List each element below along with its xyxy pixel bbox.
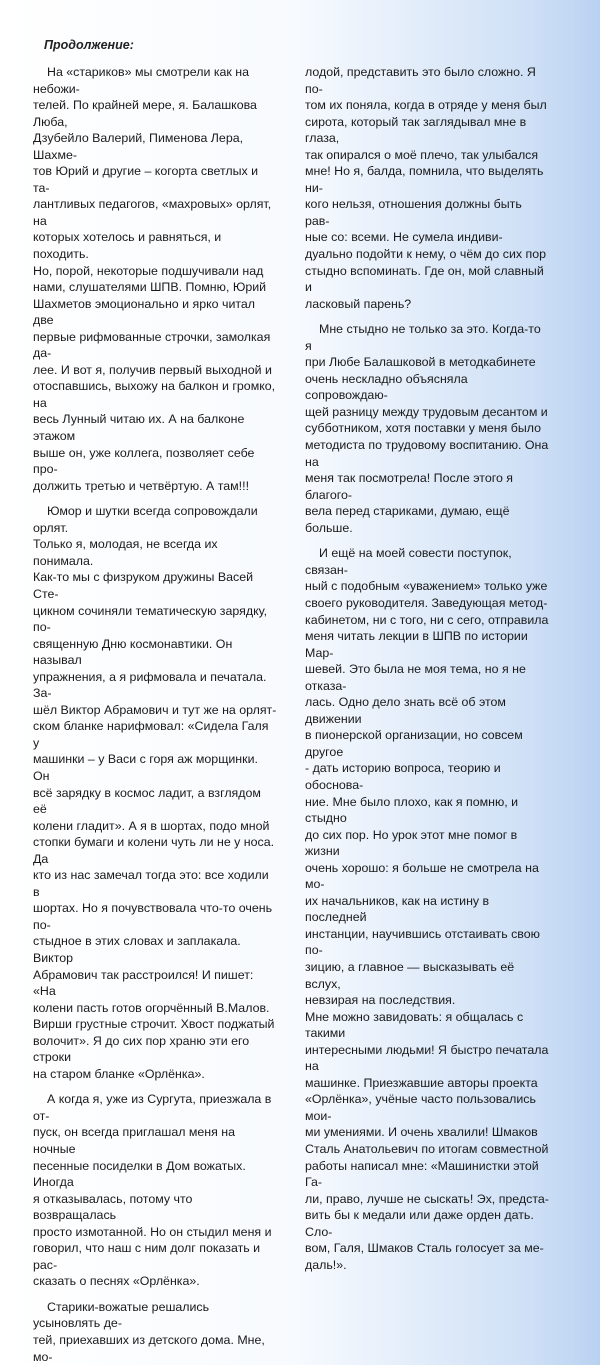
text-line: Юмор и шутки всегда сопровождали орлят. bbox=[33, 504, 258, 535]
text-line: машинке. Приезжавшие авторы проекта bbox=[305, 1075, 538, 1090]
text-line: вом, Галя, Шмаков Сталь голосует за ме- bbox=[305, 1241, 544, 1256]
text-line: шортах. Но я почувствовала что-то очень по- bbox=[33, 901, 273, 932]
text-line: волочит». Я до сих пор храню эти его строки bbox=[33, 1033, 250, 1065]
text-line: лантливых педагогов, «махровых» орлят, на bbox=[33, 197, 272, 228]
text-line: вить бы к медали или даже орден дать. Сло- bbox=[305, 1208, 534, 1239]
text-line: должить третью и четвёртую. А там!!! bbox=[33, 478, 250, 493]
text-line: А когда я, уже из Сургута, приезжала в от- bbox=[33, 1092, 272, 1123]
text-line: методиста по трудовому воспитанию. Она на bbox=[305, 438, 549, 469]
text-line: Вирши грустные строчит. Хвост поджатый bbox=[33, 1017, 275, 1032]
text-line: своего руководителя. Заведующая метод- bbox=[305, 595, 548, 610]
text-line: выше он, уже коллега, позволяет себе про- bbox=[33, 445, 255, 477]
text-line: Мне можно завидовать: я общалась с такими bbox=[305, 1009, 524, 1041]
right-column bbox=[305, 64, 549, 1273]
text-line: шёл Виктор Абрамович и тут же на орлят- bbox=[33, 702, 277, 717]
text-line: Шахметов эмоционально и ярко читал две bbox=[33, 296, 256, 328]
text-line: Но, порой, некоторые подшучивали над bbox=[33, 263, 264, 278]
text-line: отоспавшись, выхожу на балкон и громко, на bbox=[33, 379, 276, 410]
text-line: «Орлёнка», учёные часто пользовались мои- bbox=[305, 1092, 536, 1123]
text-line: пуск, он всегда приглашал меня на ночные bbox=[33, 1125, 236, 1156]
text-line: сирота, который так заглядывал мне в глаза, bbox=[305, 114, 527, 146]
paragraph bbox=[33, 1091, 277, 1290]
paragraph bbox=[305, 1009, 549, 1274]
text-line: зицию, а главное — высказывать её вслух, bbox=[305, 959, 515, 991]
text-line: просто измотанной. Но он стыдил меня и bbox=[33, 1224, 272, 1239]
text-line: дуально подойти к нему, о чём до сих пор bbox=[305, 247, 546, 262]
text-line: щей разницу между трудовым десантом и bbox=[305, 404, 548, 419]
text-line: говорил, что наш с ним долг показать и рас- bbox=[33, 1241, 261, 1272]
text-line: песенные посиделки в Дом вожатых. Иногда bbox=[33, 1158, 246, 1190]
paragraph bbox=[33, 64, 277, 494]
text-line: я отказывалась, потому что возвращалась bbox=[33, 1191, 193, 1223]
paragraph bbox=[305, 64, 549, 312]
text-line: субботником, хотя поставки у меня было bbox=[305, 421, 542, 436]
text-line: Абрамович так расстроился! И пишет: «На bbox=[33, 967, 254, 999]
text-line: упражнения, а я рифмовала и печатала. За- bbox=[33, 669, 267, 701]
text-line: шевей. Это была не моя тема, но я не отказа- bbox=[305, 662, 526, 693]
text-line: Старики-вожатые решались усыновлять де- bbox=[33, 1299, 210, 1331]
text-line: нами, слушателями ШПВ. Помню, Юрий bbox=[33, 280, 267, 295]
text-line: стыдно вспоминать. Где он, мой славный и bbox=[305, 263, 544, 295]
text-line: на старом бланке «Орлёнка». bbox=[33, 1066, 205, 1081]
text-line: меня читать лекции в ШПВ по истории Мар- bbox=[305, 629, 528, 660]
text-line: тов Юрий и другие – когорта светлых и та- bbox=[33, 164, 259, 195]
text-line: сказать о песнях «Орлёнка». bbox=[33, 1274, 200, 1289]
text-line: - дать историю вопроса, теорию и обоснова- bbox=[305, 761, 501, 792]
paragraph bbox=[305, 545, 549, 1008]
text-line: при Любе Балашковой в методкабинете bbox=[305, 355, 536, 370]
left-column bbox=[33, 64, 277, 1365]
continuation-heading: Продолжение: bbox=[44, 38, 134, 52]
text-line: до сих пор. Но урок этот мне помог в жизни bbox=[305, 827, 518, 859]
paragraph bbox=[305, 321, 549, 536]
text-line: Сталь Анатольевич по итогам совместной bbox=[305, 1142, 549, 1156]
text-line: ние. Мне было плохо, как я помню, и стыдно bbox=[305, 794, 519, 826]
text-line: работы написал мне: «Машинистки этой Га- bbox=[305, 1158, 539, 1190]
text-line: кто из нас замечал тогда это: все ходили в bbox=[33, 868, 269, 899]
text-line: стопки бумаги и колени чуть ли не у носа. Да bbox=[33, 835, 275, 866]
text-line: весь Лунный читаю их. А на балконе этажом bbox=[33, 412, 245, 444]
text-line: лась. Одно дело знать всё об этом движении bbox=[305, 695, 506, 726]
text-line: Дзубейло Валерий, Пименова Лера, Шахме- bbox=[33, 131, 244, 162]
text-line: колени гладит». А я в шортах, подо мной bbox=[33, 818, 270, 833]
text-line: Мне стыдно не только за это. Когда-то я bbox=[305, 322, 541, 353]
text-line: лее. И вот я, получив первый выходной и bbox=[33, 362, 272, 377]
text-line: том их поняла, когда в отряде у меня был bbox=[305, 98, 547, 113]
text-line: Только я, молодая, не всегда их понимала. bbox=[33, 537, 218, 568]
text-line: Как-то мы с физруком дружины Васей Сте- bbox=[33, 570, 254, 601]
text-line: интересными людьми! Я быстро печатала на bbox=[305, 1042, 549, 1074]
text-line: колени пасть готов огорчённый В.Малов. bbox=[33, 1000, 270, 1015]
text-line: священную Дню космонавтики. Он называл bbox=[33, 636, 233, 668]
text-line: которых хотелось и равняться, и походить. bbox=[33, 230, 222, 262]
text-line: вела перед стариками, думаю, ещё больше. bbox=[305, 504, 510, 535]
text-line: даль!». bbox=[305, 1257, 347, 1272]
text-line: ском бланке нарифмовал: «Сидела Галя у bbox=[33, 719, 269, 750]
paragraph bbox=[33, 1299, 277, 1365]
text-line: ные со: всеми. Не сумела индиви- bbox=[305, 230, 503, 245]
text-line: телей. По крайней мере, я. Балашкова Люба, bbox=[33, 98, 257, 129]
text-line: На «стариков» мы смотрели как на небожи- bbox=[33, 65, 249, 96]
text-line: кого нельзя, отношения должны быть рав- bbox=[305, 197, 522, 228]
text-line: так опирался о моё плечо, так улыбался bbox=[305, 147, 539, 162]
text-line: кабинетом, ни с того, ни с сего, отправила bbox=[305, 612, 549, 627]
text-line: меня так посмотрела! После этого я благого- bbox=[305, 471, 514, 502]
text-line: невзирая на последствия. bbox=[305, 993, 456, 1008]
text-line: первые рифмованные строчки, замолкая да- bbox=[33, 329, 271, 361]
text-line: ласковый парень? bbox=[305, 296, 412, 311]
text-line: И ещё на моей совести поступок, связан- bbox=[305, 546, 512, 577]
text-line: их начальников, как на истину в последней bbox=[305, 893, 490, 925]
text-line: ли, право, лучше не сыскать! Эх, предста- bbox=[305, 1191, 549, 1206]
text-line: очень хорошо: я больше не смотрела на мо- bbox=[305, 860, 539, 892]
text-line: тей, приехавших из детского дома. Мне, мо- bbox=[33, 1333, 265, 1364]
text-line: лодой, представить это было сложно. Я по- bbox=[305, 65, 536, 96]
text-line: мне! Но я, балда, помнила, что выделять ни- bbox=[305, 164, 544, 195]
text-line: в пионерской организации, но совсем другое bbox=[305, 728, 523, 759]
text-line: машинки – у Васи с горя аж морщинки. Он bbox=[33, 752, 258, 783]
text-line: ми умениями. И очень хвалили! Шмаков bbox=[305, 1125, 538, 1140]
text-line: ный с подобным «уважением» только уже bbox=[305, 579, 548, 594]
text-line: очень нескладно объясняла сопровождаю- bbox=[305, 371, 468, 403]
text-line: всё зарядку в космос ладит, а взглядом её bbox=[33, 785, 261, 817]
text-line: инстанции, научившись отстаивать свою по- bbox=[305, 926, 540, 958]
text-line: стыдное в этих словах и заплакала. Виктор bbox=[33, 934, 241, 965]
text-line: цикном сочиняли тематическую зарядку, по- bbox=[33, 603, 268, 635]
paragraph bbox=[33, 503, 277, 1082]
